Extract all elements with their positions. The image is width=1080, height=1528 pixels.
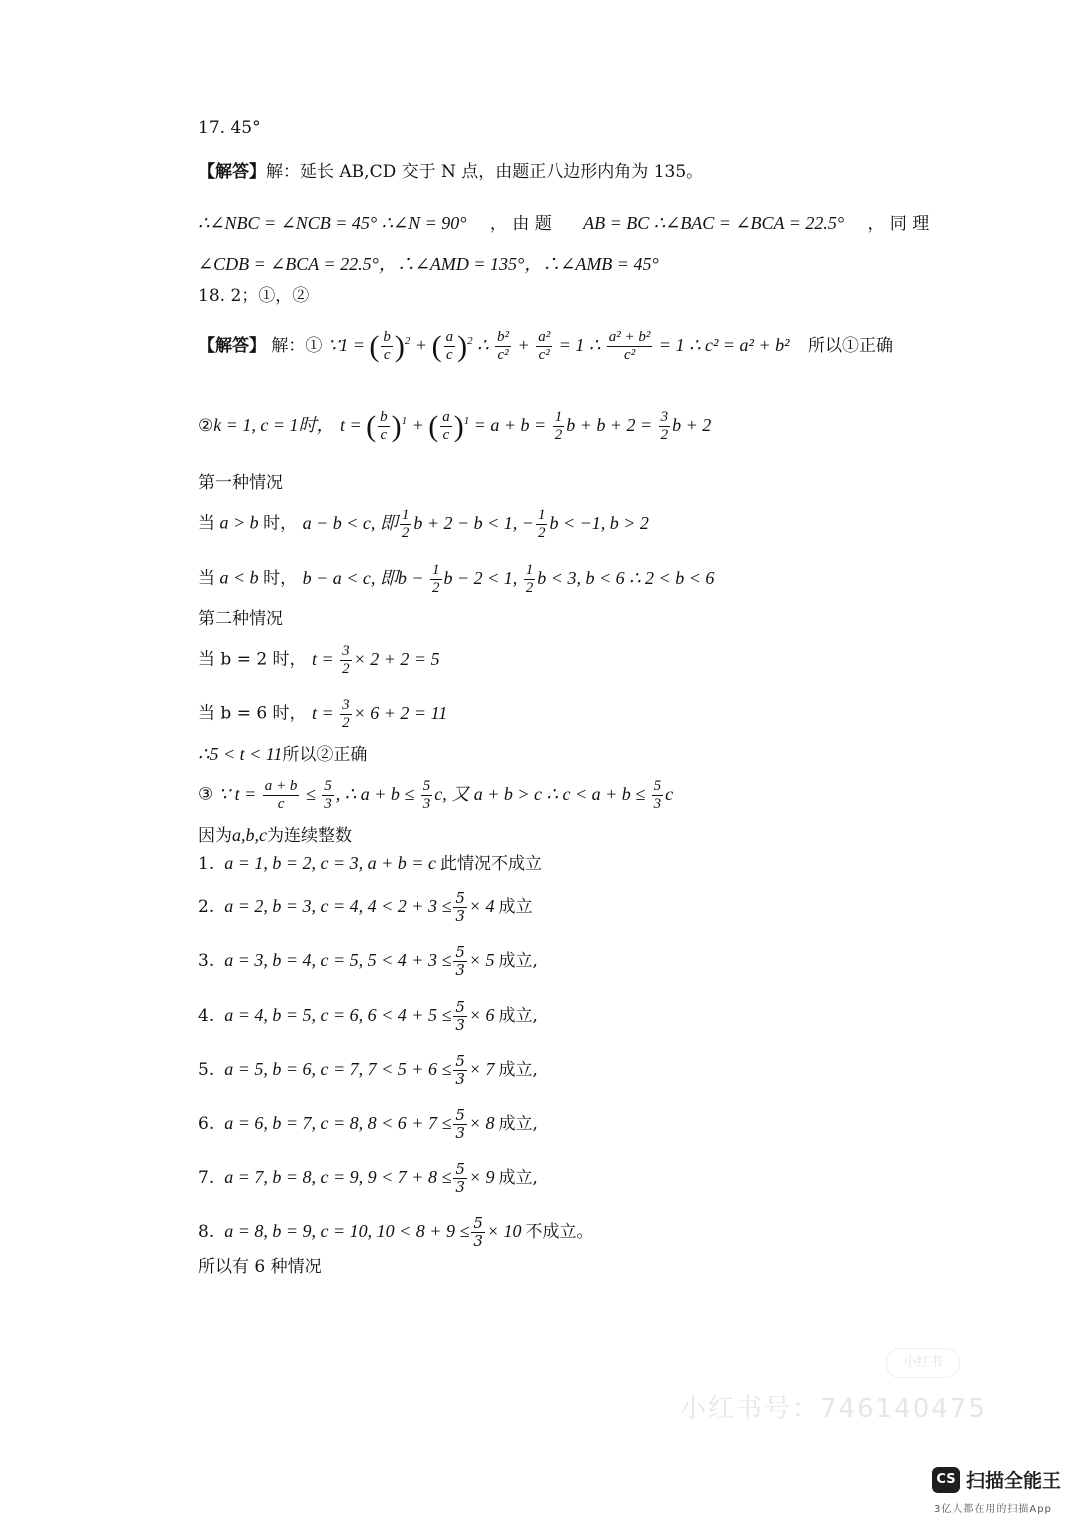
case-b6 (198, 697, 447, 737)
list-item-number: 5. (198, 1060, 215, 1080)
list-item-multiplier: × 8 (468, 1113, 495, 1133)
list-item-result: 成立, (498, 1060, 538, 1080)
cond-a-gt-b: a > b (215, 512, 264, 533)
formula-pythagoras: ∵1 = ( $\frac{b}{c}$ )$^2$ + ( $\frac{a}{c}$ )$^2$ ∴ $\frac{\text{b²}}{\text{c²}}$ + $\frac{\text{a²}}{\text{c²}}$ = 1 ∴ $\frac{\text{a² + b²}}{\text{c²}}$ = 1 ∴ c² = a² + b² (327, 329, 794, 364)
time-label: 时， (263, 513, 298, 534)
abc-vars: a,b,c (232, 825, 267, 845)
item2-marker: ② (198, 416, 214, 436)
q18-solution-prefix: 解：① (271, 336, 323, 356)
when-label: 当 (198, 513, 215, 534)
item-3 (198, 778, 673, 818)
because-label: 因为 (198, 826, 232, 846)
list-item (198, 944, 538, 984)
q18-solution-line (198, 328, 922, 376)
conclusion2-text: 所以②正确 (282, 745, 368, 765)
list-item-multiplier: × 10 (486, 1221, 522, 1241)
list-item-number: 3. (198, 951, 215, 971)
item3-marker: ③ (198, 784, 214, 805)
q18-solution-tail: 所以①正确 (808, 336, 893, 356)
first-case-heading: 第一种情况 (198, 473, 283, 493)
fraction-five-thirds: $\frac{5}{3}$ (455, 998, 465, 1034)
camscanner-logo-icon: CS (932, 1467, 960, 1493)
list-item-result: 成立, (498, 1168, 538, 1188)
fraction-five-thirds: $\frac{5}{3}$ (455, 1052, 465, 1088)
fraction-five-thirds: $\frac{5}{3}$ (455, 943, 465, 979)
list-item-multiplier: × 4 (468, 896, 495, 916)
q18-case-k1 (198, 408, 711, 456)
list-item-result: 成立, (498, 1114, 538, 1134)
list-item-multiplier: × 5 (468, 950, 495, 970)
q17-solution-line (198, 159, 703, 185)
consecutive-tail: 为连续整数 (267, 826, 352, 846)
conclusion-2 (198, 741, 367, 768)
when-label: 当 (198, 568, 215, 589)
t-value-b6: t = $\frac{3}{2}$ × 6 + 2 = 11 (311, 697, 448, 731)
list-item (198, 1215, 594, 1255)
list-item-result: 不成立。 (525, 1222, 594, 1242)
watermark-badge: 小红书 (886, 1348, 960, 1378)
b6-label: 当 b = 6 时， (198, 703, 307, 724)
fraction-five-thirds: $\frac{5}{3}$ (455, 1106, 465, 1142)
k-c-condition: k = 1, c = 1时， (213, 415, 335, 435)
second-case-heading: 第二种情况 (198, 609, 283, 629)
q17-line2-a: ∴∠NBC = ∠NCB = 45° ∴∠N = 90° (198, 213, 467, 233)
case-a-gt-b (198, 507, 649, 547)
list-item-result: 成立, (498, 1006, 538, 1026)
list-item (198, 890, 533, 930)
list-item-multiplier: × 9 (468, 1167, 495, 1187)
fraction-five-thirds: $\frac{5}{3}$ (473, 1214, 483, 1250)
list-item-number: 6. (198, 1114, 215, 1134)
solution-label: 【解答】 (198, 162, 266, 182)
q17-line3: ∠CDB = ∠BCA = 22.5°，∴∠AMD = 135°，∴∠AMB = 45° (198, 254, 659, 274)
list-item-expr: a = 6, b = 7, c = 8, 8 < 6 + 7 ≤ (224, 1113, 452, 1133)
watermark-text: 小红书号：746140475 (680, 1394, 987, 1424)
fraction-five-thirds: $\frac{5}{3}$ (455, 889, 465, 925)
list-item-expr: a = 2, b = 3, c = 4, 4 < 2 + 3 ≤ (224, 896, 452, 916)
list-item-number: 8. (198, 1222, 215, 1242)
time-label: 时， (263, 568, 298, 589)
q17-solution-text: 解：延长 AB,CD 交于 N 点，由题正八边形内角为 135。 (266, 162, 704, 182)
ineq-a-lt-b: b − a < c, 即b − $\frac{1}{2}$ b − 2 < 1, $\frac{1}{2}$ b < 3, b < 6 ∴ 2 < b < 6 (302, 562, 715, 596)
q17-heading: 17. 45° (198, 118, 261, 138)
formula-t: t = ( $\frac{b}{c}$ )$^1$ + ( $\frac{a}{c}$ )$^1$ = a + b = $\frac{1}{2}$ b + b + 2 = $\frac{3}{2}$ b + 2 (339, 409, 712, 444)
fraction-five-thirds: $\frac{5}{3}$ (455, 1160, 465, 1196)
list-item-number: 4. (198, 1006, 215, 1026)
b2-label: 当 b = 2 时， (198, 649, 307, 670)
list-item (198, 1161, 538, 1201)
solution-label: 【解答】 (198, 336, 266, 356)
list-item-number: 2. (198, 897, 215, 917)
list-item-number: 1. (198, 854, 215, 874)
list-item-expr: a = 4, b = 5, c = 6, 6 < 4 + 5 ≤ (224, 1005, 452, 1025)
q17-line2-b: ， 由 题 (489, 214, 552, 234)
list-item-multiplier: × 7 (468, 1059, 495, 1079)
list-item (198, 1053, 538, 1093)
list-item-expr: a = 7, b = 8, c = 9, 9 < 7 + 8 ≤ (224, 1167, 452, 1187)
q17-line2-c: AB = BC ∴∠BAC = ∠BCA = 22.5° (583, 213, 845, 233)
scanner-app-tagline: 3亿人都在用的扫描App (934, 1504, 1052, 1515)
list-item-result: 此情况不成立 (439, 854, 542, 874)
list-item (198, 850, 542, 890)
t-value-b2: t = $\frac{3}{2}$ × 2 + 2 = 5 (311, 643, 440, 677)
final-conclusion: 所以有 6 种情况 (198, 1257, 322, 1277)
list-item-expr: a = 1, b = 2, c = 3, a + b = c (224, 853, 436, 873)
case-b2 (198, 643, 440, 683)
list-item-multiplier: × 6 (468, 1005, 495, 1025)
list-item-expr: a = 5, b = 6, c = 7, 7 < 5 + 6 ≤ (224, 1059, 452, 1079)
scanner-app-name: 扫描全能王 (966, 1470, 1062, 1492)
list-item-result: 成立, (498, 951, 538, 971)
list-item-number: 7. (198, 1168, 215, 1188)
cond-a-lt-b: a < b (215, 567, 264, 588)
case-a-lt-b (198, 562, 714, 602)
q18-heading: 18. 2；①，② (198, 286, 310, 306)
list-item (198, 1107, 538, 1147)
list-item-expr: a = 8, b = 9, c = 10, 10 < 8 + 9 ≤ (224, 1221, 470, 1241)
conclusion2-math: ∴5 < t < 11 (198, 744, 283, 764)
list-item-expr: a = 3, b = 4, c = 5, 5 < 4 + 3 ≤ (224, 950, 452, 970)
list-item (198, 999, 538, 1039)
list-item-result: 成立 (498, 897, 533, 917)
ineq-a-gt-b: a − b < c, 即 $\frac{1}{2}$ b + 2 − b < 1, − $\frac{1}{2}$ b < −1, b > 2 (302, 507, 649, 541)
q17-line2 (198, 210, 930, 237)
consecutive-line (198, 822, 352, 849)
item3-formula: ∵ t = $\frac{a + b}{c}$ ≤ $\frac{5}{3}$ , ∴ a + b ≤ $\frac{5}{3}$ c, 又 a + b > c ∴ c < a + b ≤ $\frac{5}{3}$ c (218, 778, 674, 812)
q17-line2-d: ， 同 理 (867, 214, 930, 234)
